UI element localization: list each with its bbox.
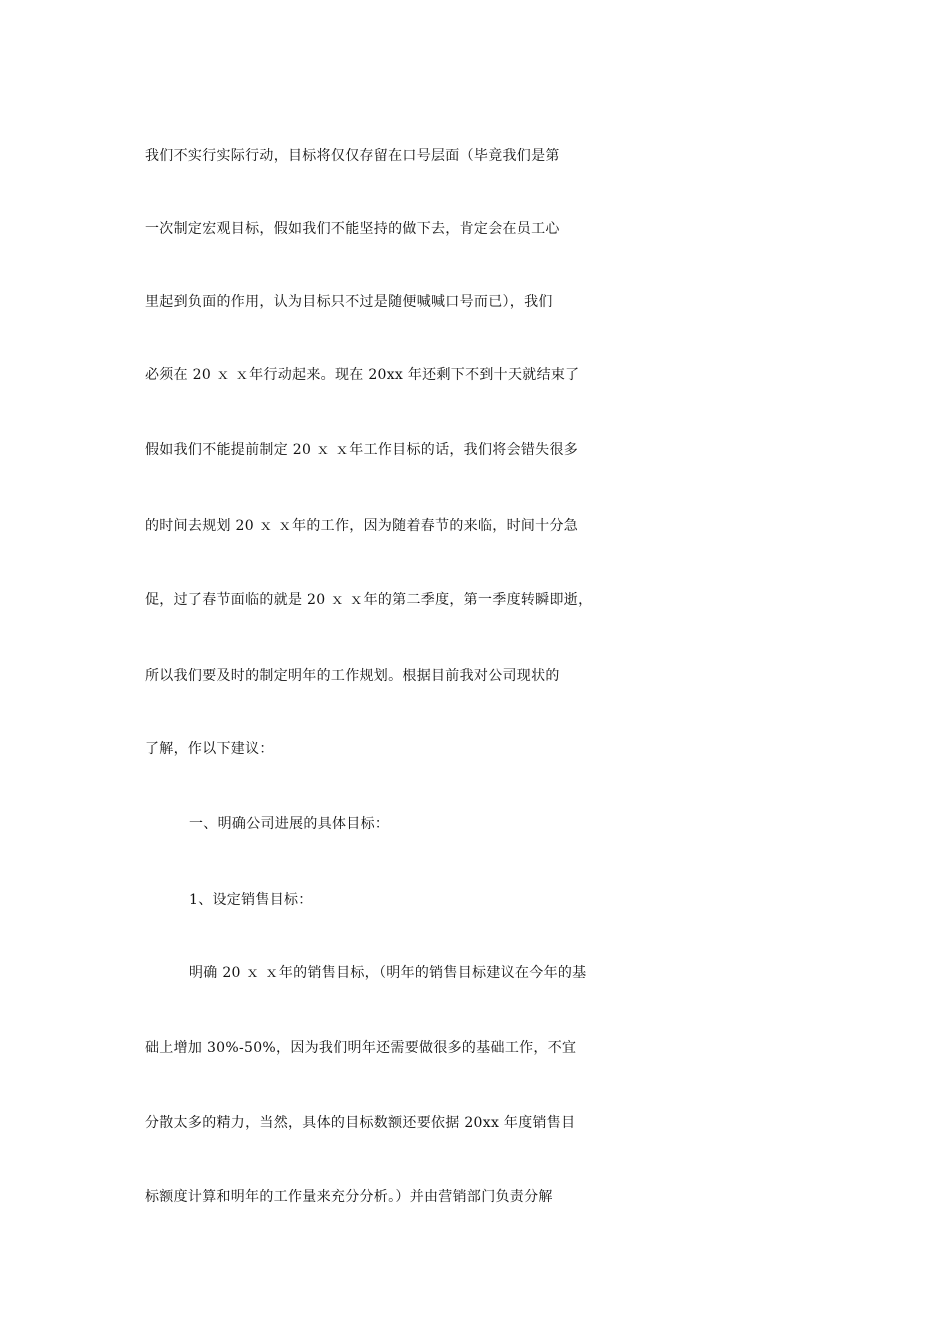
- paragraph-line: 必须在 20 ｘ ｘ年行动起来。现在 20xx 年还剩下不到十天就结束了: [145, 367, 580, 383]
- subsection-heading: 1、设定销售目标：: [189, 892, 313, 908]
- paragraph-line: 促，过了春节面临的就是 20 ｘ ｘ年的第二季度，第一季度转瞬即逝，: [145, 592, 593, 608]
- paragraph-line: 的时间去规划 20 ｘ ｘ年的工作，因为随着春节的来临，时间十分急: [145, 518, 579, 534]
- paragraph-line: 础上增加 30%-50%，因为我们明年还需要做很多的基础工作，不宜: [145, 1040, 577, 1056]
- paragraph-line: 标额度计算和明年的工作量来充分分析。）并由营销部门负责分解: [145, 1189, 553, 1205]
- paragraph-line: 假如我们不能提前制定 20 ｘ ｘ年工作目标的话，我们将会错失很多: [145, 442, 579, 458]
- paragraph-line: 分散太多的精力，当然，具体的目标数额还要依据 20xx 年度销售目: [145, 1115, 576, 1131]
- paragraph-line: 了解，作以下建议：: [145, 741, 274, 757]
- paragraph-line: 所以我们要及时的制定明年的工作规划。根据目前我对公司现状的: [145, 668, 560, 684]
- paragraph-line: 明确 20 ｘ ｘ年的销售目标，（明年的销售目标建议在今年的基: [189, 965, 587, 981]
- paragraph-line: 我们不实行实际行动，目标将仅仅存留在口号层面（毕竟我们是第: [145, 148, 560, 164]
- paragraph-line: 里起到负面的作用，认为目标只不过是随便喊喊口号而已），我们: [145, 294, 553, 310]
- section-heading: 一、明确公司进展的具体目标：: [189, 816, 390, 832]
- paragraph-line: 一次制定宏观目标，假如我们不能坚持的做下去，肯定会在员工心: [145, 221, 560, 237]
